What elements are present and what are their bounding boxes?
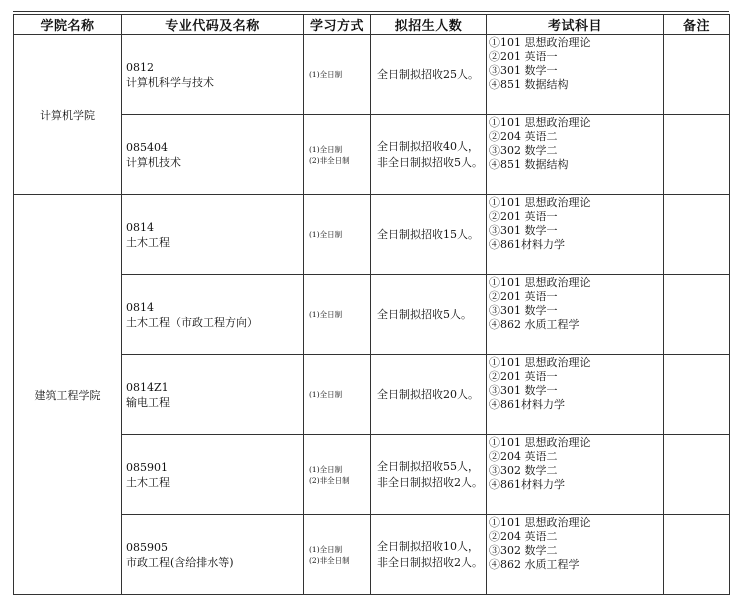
exam-line: ②204 英语二 [489,450,558,463]
exam-cell [487,275,664,355]
header-college: 学院名称 [14,15,122,35]
exam-line: ④851 数据结构 [489,78,569,91]
quota-cell [371,115,487,195]
exam-line: ①101 思想政治理论 [489,116,591,129]
major-code: 0814 [126,220,154,234]
major-code: 085404 [126,140,168,154]
header-note: 备注 [664,15,730,35]
exam-line: ②201 英语一 [489,50,558,63]
exam-cell [487,195,664,275]
note-cell [664,355,730,435]
quota-cell [371,355,487,435]
exam-line: ④851 数据结构 [489,158,569,171]
major-name: 市政工程(含给排水等) [126,555,234,569]
exam-line: ③301 数学一 [489,384,558,397]
quota-cell [371,435,487,515]
quota-line: 全日制拟招收25人。 [377,67,479,81]
quota-line: 全日制拟招收10人， [377,539,479,553]
admissions-table [13,14,730,595]
mode-cell [304,515,371,595]
quota-line: 全日制拟招收40人， [377,139,479,153]
admissions-table-wrapper [13,14,730,595]
exam-line: ①101 思想政治理论 [489,36,591,49]
exam-line: ③302 数学二 [489,464,558,477]
college-cell-cs: 计算机学院 [14,35,122,195]
quota-line: 非全日制拟招收5人。 [377,155,483,169]
exam-cell [487,435,664,515]
quota-line: 非全日制拟招收2人。 [377,555,483,569]
exam-line: ④862 水质工程学 [489,318,580,331]
exam-line: ③301 数学一 [489,224,558,237]
major-code: 0814 [126,300,154,314]
exam-line: ④861材料力学 [489,478,565,491]
major-name: 计算机科学与技术 [126,75,214,89]
major-cell [122,435,304,515]
exam-line: ②201 英语一 [489,210,558,223]
mode-line: (2)非全日制 [309,555,350,565]
exam-line: ①101 思想政治理论 [489,516,591,529]
quota-line: 全日制拟招收55人， [377,459,479,473]
college-cell-arch: 建筑工程学院 [14,195,122,595]
exam-line: ①101 思想政治理论 [489,276,591,289]
major-cell [122,35,304,115]
quota-line: 全日制拟招收15人。 [377,227,479,241]
mode-line: (1)全日制 [309,464,343,474]
mode-line: (1)全日制 [309,310,343,319]
mode-line: (1)全日制 [309,144,343,154]
major-code: 085905 [126,540,168,554]
exam-line: ①101 思想政治理论 [489,356,591,369]
mode-line: (2)非全日制 [309,475,350,485]
mode-cell [304,35,371,115]
exam-line: ④861材料力学 [489,238,565,251]
exam-line: ③301 数学一 [489,304,558,317]
mode-cell [304,275,371,355]
exam-line: ③302 数学二 [489,544,558,557]
major-code: 0812 [126,60,154,74]
major-name: 输电工程 [126,395,170,409]
mode-cell [304,195,371,275]
header-row [14,15,730,35]
table-row [14,195,730,275]
table-row [14,35,730,115]
quota-cell [371,515,487,595]
exam-line: ①101 思想政治理论 [489,196,591,209]
table-row [14,355,730,435]
header-exam: 考试科目 [487,15,664,35]
major-cell [122,115,304,195]
header-mode: 学习方式 [304,15,371,35]
table-row [14,275,730,355]
exam-cell [487,115,664,195]
quota-cell [371,195,487,275]
mode-cell [304,115,371,195]
mode-line: (1)全日制 [309,390,343,399]
note-cell [664,435,730,515]
mode-line: (1)全日制 [309,544,343,554]
table-row [14,115,730,195]
major-code: 0814Z1 [126,380,169,394]
major-name: 土木工程 [126,235,170,249]
mode-line: (1)全日制 [309,230,343,239]
exam-line: ②204 英语二 [489,130,558,143]
note-cell [664,515,730,595]
note-cell [664,115,730,195]
table-row [14,435,730,515]
quota-cell [371,275,487,355]
exam-cell [487,515,664,595]
quota-line: 非全日制拟招收2人。 [377,475,483,489]
mode-line: (2)非全日制 [309,155,350,165]
header-quota: 拟招生人数 [371,15,487,35]
exam-line: ③301 数学一 [489,64,558,77]
major-cell [122,275,304,355]
table-row [14,515,730,595]
exam-line: ④861材料力学 [489,398,565,411]
exam-line: ②201 英语一 [489,370,558,383]
mode-line: (1)全日制 [309,70,343,79]
major-cell [122,195,304,275]
major-name: 土木工程 [126,475,170,489]
major-name: 土木工程（市政工程方向） [126,315,258,329]
exam-line: ②201 英语一 [489,290,558,303]
mode-cell [304,435,371,515]
note-cell [664,275,730,355]
major-code: 085901 [126,460,168,474]
quota-line: 全日制拟招收5人。 [377,307,472,321]
exam-cell [487,355,664,435]
major-cell [122,515,304,595]
exam-line: ②204 英语二 [489,530,558,543]
top-double-rule [13,11,729,12]
quota-cell [371,35,487,115]
note-cell [664,195,730,275]
exam-line: ④862 水质工程学 [489,558,580,571]
major-cell [122,355,304,435]
header-major: 专业代码及名称 [122,15,304,35]
major-name: 计算机技术 [126,155,181,169]
mode-cell [304,355,371,435]
exam-line: ①101 思想政治理论 [489,436,591,449]
note-cell [664,35,730,115]
exam-cell [487,35,664,115]
quota-line: 全日制拟招收20人。 [377,387,479,401]
exam-line: ③302 数学二 [489,144,558,157]
